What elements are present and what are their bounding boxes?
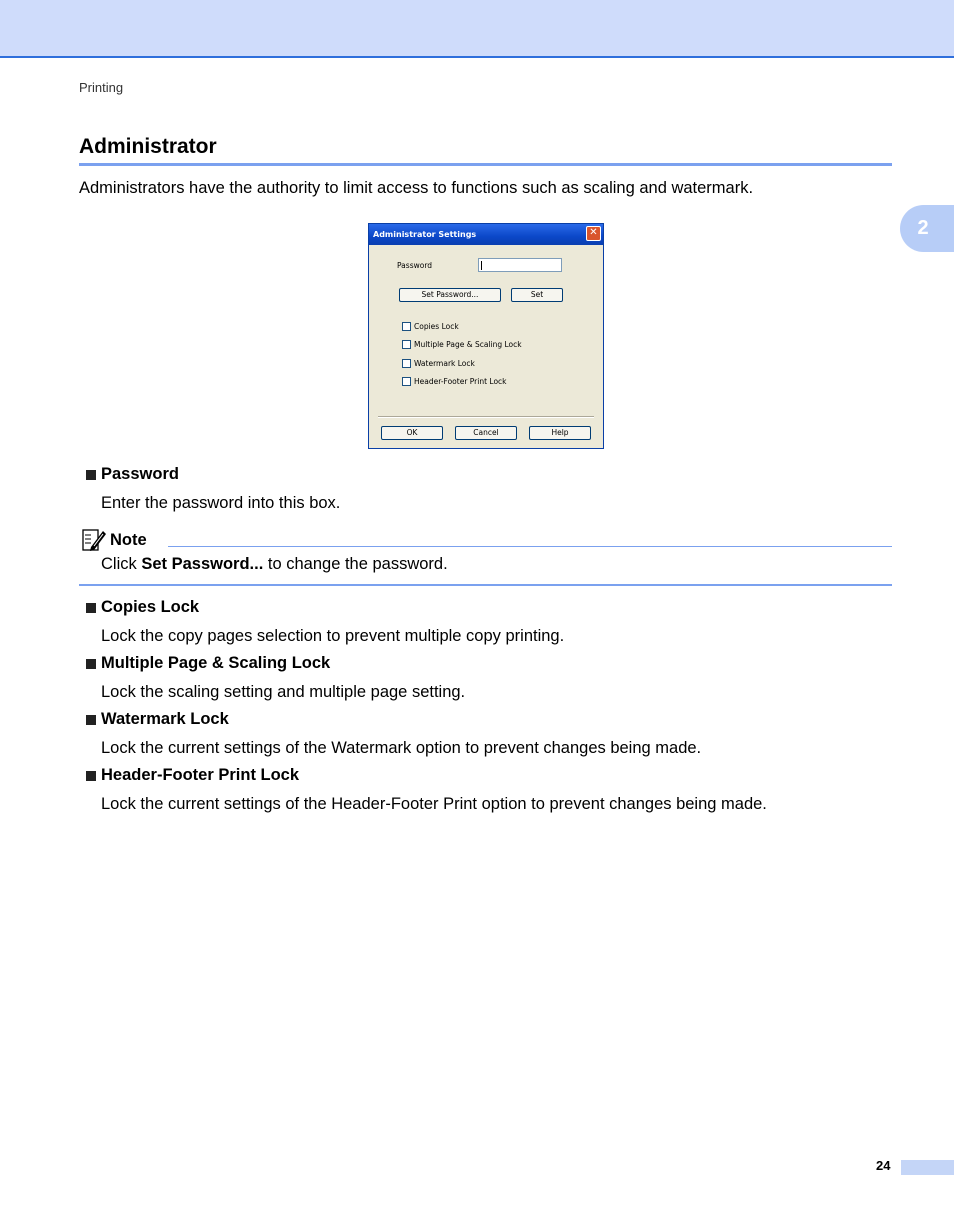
checkbox-label: Copies Lock — [414, 322, 459, 331]
chapter-tab[interactable]: 2 — [900, 205, 954, 252]
ok-button[interactable]: OK — [381, 426, 443, 440]
item-body-multiple-page-scaling-lock: Lock the scaling setting and multiple page setting. — [101, 683, 466, 701]
page-number-tab — [901, 1160, 954, 1175]
square-bullet-icon — [86, 715, 96, 725]
note-rule-bottom — [79, 584, 892, 586]
checkbox-copies-lock[interactable] — [402, 322, 459, 331]
checkbox-header-footer-print-lock[interactable] — [402, 377, 507, 386]
item-heading-text: Header-Footer Print Lock — [101, 766, 300, 784]
note-text — [101, 555, 448, 574]
administrator-settings-dialog — [368, 223, 604, 449]
item-body-watermark-lock: Lock the current settings of the Watermark option to prevent changes being made. — [101, 739, 702, 757]
dialog-titlebar — [369, 224, 603, 245]
checkbox[interactable] — [402, 359, 411, 368]
item-heading-copies-lock — [86, 598, 199, 617]
password-input[interactable] — [478, 258, 562, 272]
cancel-button[interactable]: Cancel — [455, 426, 517, 440]
item-body-header-footer-print-lock: Lock the current settings of the Header-Footer Print option to prevent changes being made. — [101, 795, 767, 813]
item-body-password: Enter the password into this box. — [101, 494, 341, 512]
square-bullet-icon — [86, 603, 96, 613]
checkbox-label: Watermark Lock — [414, 359, 475, 368]
dialog-title: Administrator Settings — [373, 230, 477, 239]
item-body-copies-lock: Lock the copy pages selection to prevent multiple copy printing. — [101, 627, 565, 645]
item-heading-multiple-page-scaling-lock — [86, 654, 330, 673]
set-password-button[interactable]: Set Password... — [399, 288, 501, 302]
note-text-bold: Set Password... — [141, 555, 264, 573]
square-bullet-icon — [86, 659, 96, 669]
checkbox-label: Header-Footer Print Lock — [414, 377, 507, 386]
checkbox[interactable] — [402, 322, 411, 331]
set-button[interactable]: Set — [511, 288, 563, 302]
item-heading-text: Multiple Page & Scaling Lock — [101, 654, 331, 672]
note-text-lead: Click — [101, 555, 142, 573]
running-head: Printing — [79, 80, 124, 95]
item-heading-text: Password — [101, 465, 179, 483]
checkbox[interactable] — [402, 377, 411, 386]
checkbox-label: Multiple Page & Scaling Lock — [414, 340, 522, 349]
square-bullet-icon — [86, 771, 96, 781]
close-icon[interactable]: ✕ — [586, 226, 601, 241]
item-heading-password — [86, 465, 179, 484]
password-label: Password — [397, 261, 433, 270]
item-heading-header-footer-print-lock — [86, 766, 299, 785]
item-heading-watermark-lock — [86, 710, 229, 729]
top-header-band — [0, 0, 954, 58]
title-rule — [79, 163, 892, 166]
checkbox-watermark-lock[interactable] — [402, 359, 475, 368]
intro-paragraph: Administrators have the authority to limit access to functions such as scaling and watermark. — [79, 179, 754, 197]
note-rule-top — [168, 546, 892, 547]
page-number: 24 — [876, 1158, 891, 1173]
dialog-separator — [378, 416, 594, 418]
square-bullet-icon — [86, 470, 96, 480]
help-button[interactable]: Help — [529, 426, 591, 440]
item-heading-text: Copies Lock — [101, 598, 200, 616]
section-title: Administrator — [79, 135, 217, 158]
checkbox-multiple-page-scaling-lock[interactable] — [402, 340, 522, 349]
checkbox[interactable] — [402, 340, 411, 349]
note-label: Note — [110, 531, 147, 549]
note-text-trail: to change the password. — [263, 555, 448, 573]
note-pencil-icon — [81, 527, 107, 553]
item-heading-text: Watermark Lock — [101, 710, 229, 728]
